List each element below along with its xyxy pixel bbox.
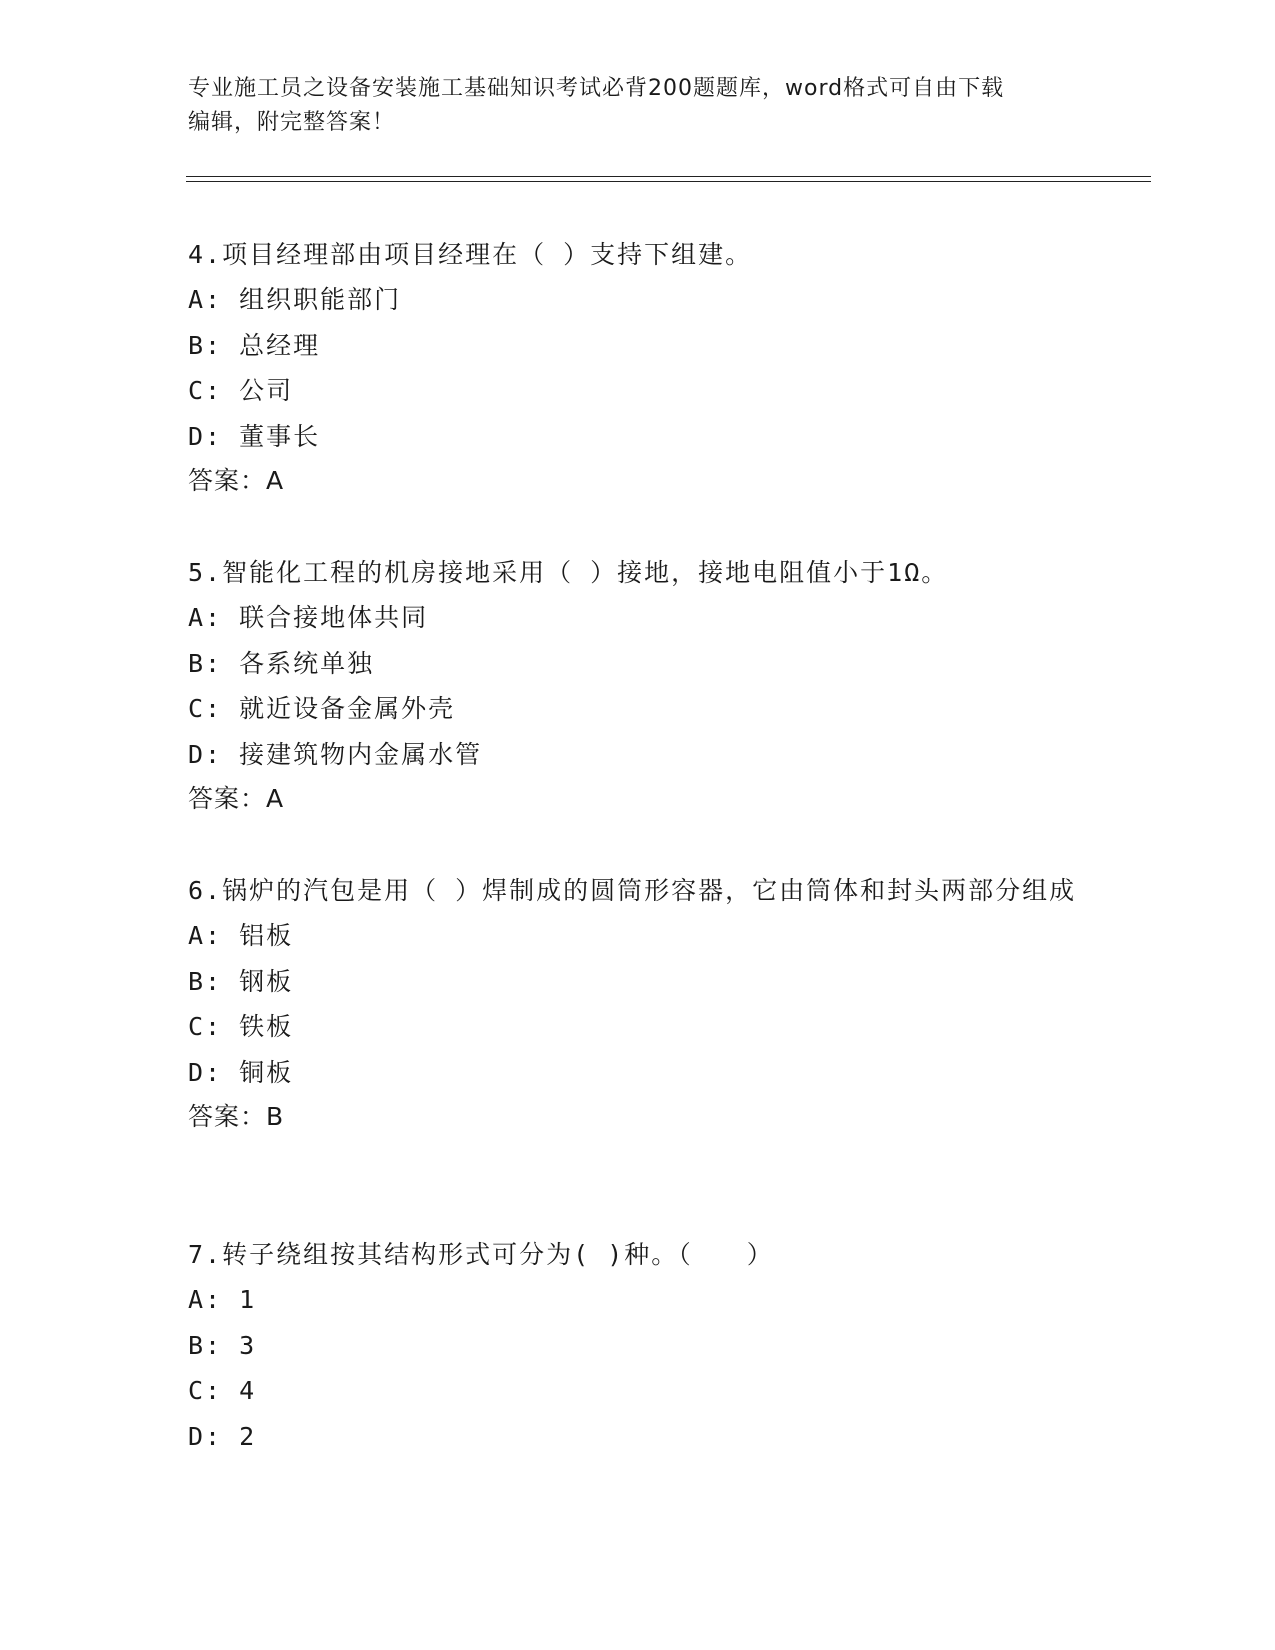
option-b: B: 各系统单独	[188, 648, 375, 678]
question-stem: 4.项目经理部由项目经理在（ ）支持下组建。	[188, 240, 753, 269]
question-stem: 5.智能化工程的机房接地采用（ ）接地，接地电阻值小于1Ω。	[188, 558, 949, 587]
title-line-1: 专业施工员之设备安装施工基础知识考试必背200题题库，word格式可自由下载	[188, 76, 1005, 101]
option-a: A: 铝板	[188, 921, 294, 950]
option-b: B: 总经理	[188, 330, 321, 360]
question-5	[188, 550, 1088, 821]
title-line-2: 编辑，附完整答案！	[188, 110, 396, 135]
header-divider-bottom	[186, 181, 1151, 182]
option-c: C: 铁板	[188, 1012, 294, 1041]
option-a: A: 组织职能部门	[188, 285, 402, 314]
option-c: C: 就近设备金属外壳	[188, 694, 456, 723]
option-a: A: 联合接地体共同	[188, 603, 429, 632]
option-d: D: 接建筑物内金属水管	[188, 739, 483, 769]
question-6	[188, 868, 1088, 1139]
option-c: C: 4	[188, 1376, 257, 1405]
question-stem: 6.锅炉的汽包是用（ ）焊制成的圆筒形容器，它由筒体和封头两部分组成	[188, 876, 1077, 905]
question-7	[188, 1232, 1088, 1459]
question-stem: 7.转子绕组按其结构形式可分为( )种。（ ）	[188, 1240, 774, 1269]
document-title	[188, 72, 1068, 140]
option-b: B: 3	[188, 1330, 257, 1360]
question-4	[188, 232, 1088, 503]
option-d: D: 董事长	[188, 421, 321, 451]
option-d: D: 2	[188, 1421, 257, 1451]
option-c: C: 公司	[188, 376, 294, 405]
answer-label: 答案：A	[188, 784, 285, 813]
option-b: B: 钢板	[188, 966, 294, 996]
option-a: A: 1	[188, 1285, 257, 1314]
option-d: D: 铜板	[188, 1057, 294, 1087]
header-divider-top	[186, 176, 1151, 177]
answer-label: 答案：B	[188, 1102, 285, 1131]
answer-label: 答案：A	[188, 466, 285, 495]
